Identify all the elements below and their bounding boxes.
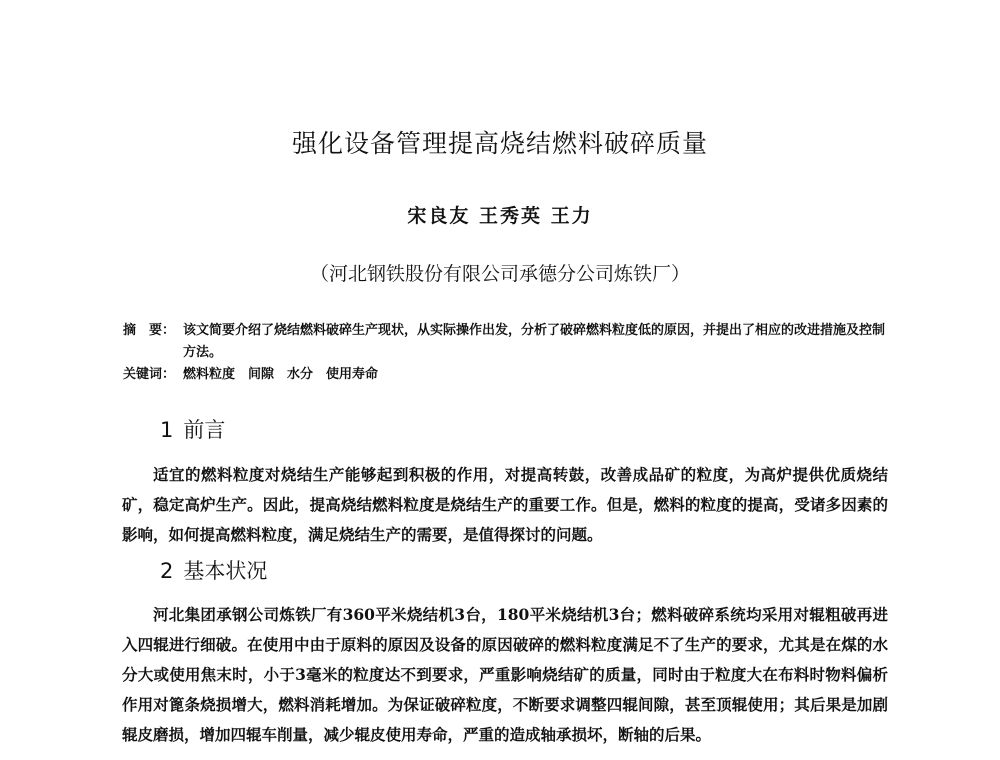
abstract-text: 该文简要介绍了烧结燃料破碎生产现状，从实际操作出发，分析了破碎燃料粒度低的原因，并提出了相应的改进措施及控制方法。 — [183, 323, 886, 360]
section-2-heading — [160, 555, 267, 585]
abstract-row — [123, 320, 888, 364]
paper-title: 强化设备管理提高烧结燃料破碎质量 — [291, 129, 708, 158]
keywords-label: 关键词： — [123, 367, 176, 382]
abstract-block — [123, 320, 888, 386]
section-2-title: 基本状况 — [183, 559, 268, 583]
section-1-title: 前言 — [183, 418, 226, 442]
section-1-heading — [160, 414, 225, 444]
keywords-text: 燃料粒度 间隙 水分 使用寿命 — [183, 367, 379, 382]
section-1-number: 1 — [160, 418, 174, 442]
affiliation: （河北钢铁股份有限公司承德分公司炼铁厂） — [309, 263, 690, 285]
section-1-paragraph: 适宜的燃料粒度对烧结生产能够起到积极的作用，对提高转鼓，改善成品矿的粒度，为高炉提供优质烧结矿，稳定高炉生产。因此，提高烧结燃料粒度是烧结生产的重要工作。但是，燃料的粒度的提高，受诸多因素的影响，如何提高燃料粒度，满足烧结生产的需要，是值得探讨的问题。 — [122, 465, 888, 544]
section-2-number: 2 — [160, 559, 174, 583]
section-2-paragraph: 河北集团承钢公司炼铁厂有360平米烧结机3台，180平米烧结机3台；燃料破碎系统均采用对辊粗破再进入四辊进行细破。在使用中由于原料的原因及设备的原因破碎的燃料粒度满足不了生产的要求，尤其是在煤的水分大或使用焦末时，小于3毫米的粒度达不到要求，严重影响烧结矿的质量，同时由于粒度大在布料时物料偏析作用对篦条烧损增大，燃料消耗增加。为保证破碎粒度，不断要求调整四辊间隙，甚至顶辊使用；其后果是加剧辊皮磨损，增加四辊车削量，减少辊皮使用寿命，严重的造成轴承损坏，断轴的后果。 — [122, 605, 888, 744]
author-list: 宋良友 王秀英 王力 — [407, 205, 593, 227]
keywords-row — [123, 364, 888, 386]
abstract-label: 摘 要： — [123, 323, 176, 338]
